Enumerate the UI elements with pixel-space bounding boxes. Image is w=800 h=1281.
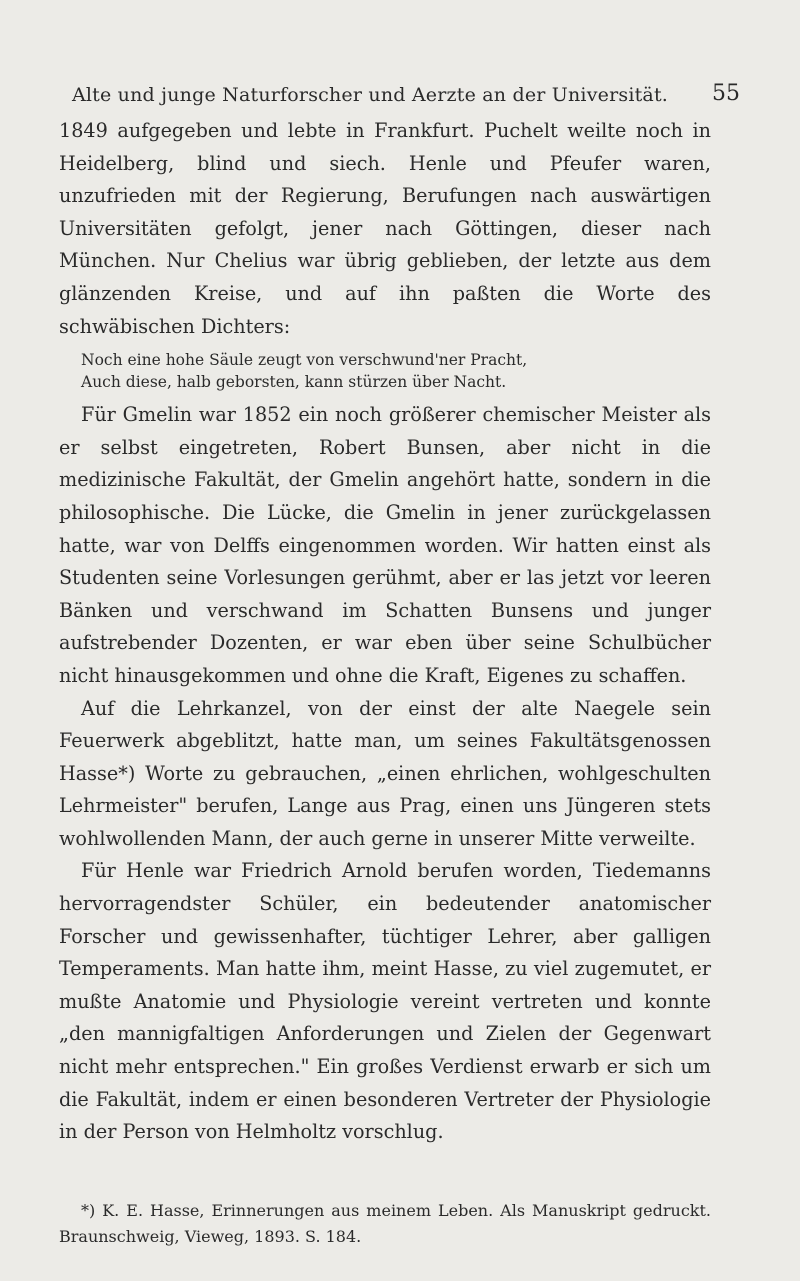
body-text: [59, 115, 711, 1149]
paragraph-4: Für Henle war Friedrich Arnold berufen worden, Tiedemanns hervorragendster Schüler, ein bedeutender anatomischer Forscher und gewissenhafter, tüchtiger Lehrer, aber galligen Temperaments. Man hatte ihm, meint Hasse, zu viel zugemutet, er mußte Anatomie und Physiologie vereint vertreten und konnte „den mannigfaltigen Anforderungen und Zielen der Gegenwart nicht mehr entsprechen." Ein großes Verdienst erwarb er sich um die Fakultät, indem er einen besonderen Vertreter der Physiologie in der Person von Helmholtz vorschlug.: [59, 859, 711, 1144]
verse-line-1: Noch eine hohe Säule zeugt von verschwund'ner Pracht,: [81, 351, 528, 370]
footnote: [59, 1198, 711, 1250]
paragraph-1: 1849 aufgegeben und lebte in Frankfurt. Puchelt weilte noch in Heidelberg, blind und siech. Henle und Pfeufer waren, unzufrieden mit der Regierung, Berufungen nach auswärtigen Universitäten gefolgt, jener nach Göttingen, dieser nach München. Nur Chelius war übrig geblieben, der letzte aus dem glänzenden Kreise, und auf ihn paßten die Worte des schwäbischen Dichters:: [59, 119, 711, 338]
verse-line-2: Auch diese, halb geborsten, kann stürzen über Nacht.: [81, 373, 507, 392]
footnote-text: *) K. E. Hasse, Erinnerungen aus meinem Leben. Als Manuskript gedruckt. Braunschweig, Vieweg, 1893. S. 184.: [59, 1201, 711, 1246]
running-head: [60, 66, 740, 106]
page-number: 55: [712, 81, 740, 106]
paragraph-3: Auf die Lehrkanzel, von der einst der alte Naegele sein Feuerwerk abgeblitzt, hatte man, um seines Fakultätsgenossen Hasse*) Worte zu gebrauchen, „einen ehrlichen, wohlgeschulten Lehrmeister" berufen, Lange aus Prag, einen uns Jüngeren stets wohlwollenden Mann, der auch gerne in unserer Mitte verweilte.: [59, 696, 711, 850]
verse-quote: [59, 349, 711, 393]
running-head-title: Alte und junge Naturforscher und Aerzte an der Universität.: [71, 84, 669, 106]
paragraph-2: Für Gmelin war 1852 ein noch größerer chemischer Meister als er selbst eingetreten, Robert Bunsen, aber nicht in die medizinische Fakultät, der Gmelin angehört hatte, sondern in die philosophische. Die Lücke, die Gmelin in jener zurückgelassen hatte, war von Delffs eingenommen worden. Wir hatten einst als Studenten seine Vorlesungen gerühmt, aber er las jetzt vor leeren Bänken und verschwand im Schatten Bunsens und junger aufstrebender Dozenten, er war eben über seine Schulbücher nicht hinausgekommen und ohne die Kraft, Eigenes zu schaffen.: [59, 403, 711, 687]
